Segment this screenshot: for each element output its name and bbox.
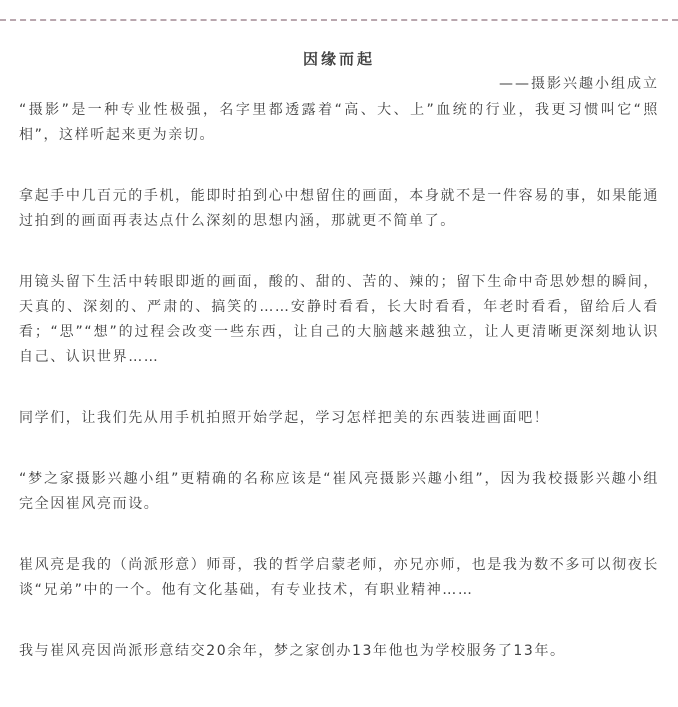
- paragraph-2: 拿起手中几百元的手机，能即时拍到心中想留住的画面，本身就不是一件容易的事，如果能通过拍到的画面再表达点什么深刻的思想内涵，那就更不简单了。: [19, 188, 659, 229]
- paragraph-1: “摄影”是一种专业性极强，名字里都透露着“高、大、上”血统的行业，我更习惯叫它“照相”，这样听起来更为亲切。: [19, 102, 659, 143]
- article-title: 因缘而起: [302, 50, 375, 68]
- article-body: [19, 46, 659, 664]
- paragraph-3: 用镜头留下生活中转眼即逝的画面，酸的、甜的、苦的、辣的；留下生命中奇思妙想的瞬间，天真的、深刻的、严肃的、搞笑的……安静时看看，长大时看看，年老时看看，留给后人看看；“思”“想”的过程会改变一些东西，让自己的大脑越来越独立，让人更清晰更深刻地认识自己、认识世界……: [19, 274, 659, 365]
- top-dashed-divider: [0, 19, 678, 21]
- paragraph-6: 崔风亮是我的（尚派形意）师哥，我的哲学启蒙老师，亦兄亦师，也是我为数不多可以彻夜长谈“兄弟”中的一个。他有文化基础，有专业技术，有职业精神……: [19, 557, 659, 598]
- paragraph-7: 我与崔风亮因尚派形意结交20余年，梦之家创办13年他也为学校服务了13年。: [19, 643, 566, 659]
- article-subtitle: ——摄影兴趣小组成立: [499, 76, 659, 92]
- paragraph-5: “梦之家摄影兴趣小组”更精确的名称应该是“崔风亮摄影兴趣小组”，因为我校摄影兴趣小组完全因崔风亮而设。: [19, 471, 659, 512]
- paragraph-4: 同学们，让我们先从用手机拍照开始学起，学习怎样把美的东西装进画面吧！: [19, 410, 550, 426]
